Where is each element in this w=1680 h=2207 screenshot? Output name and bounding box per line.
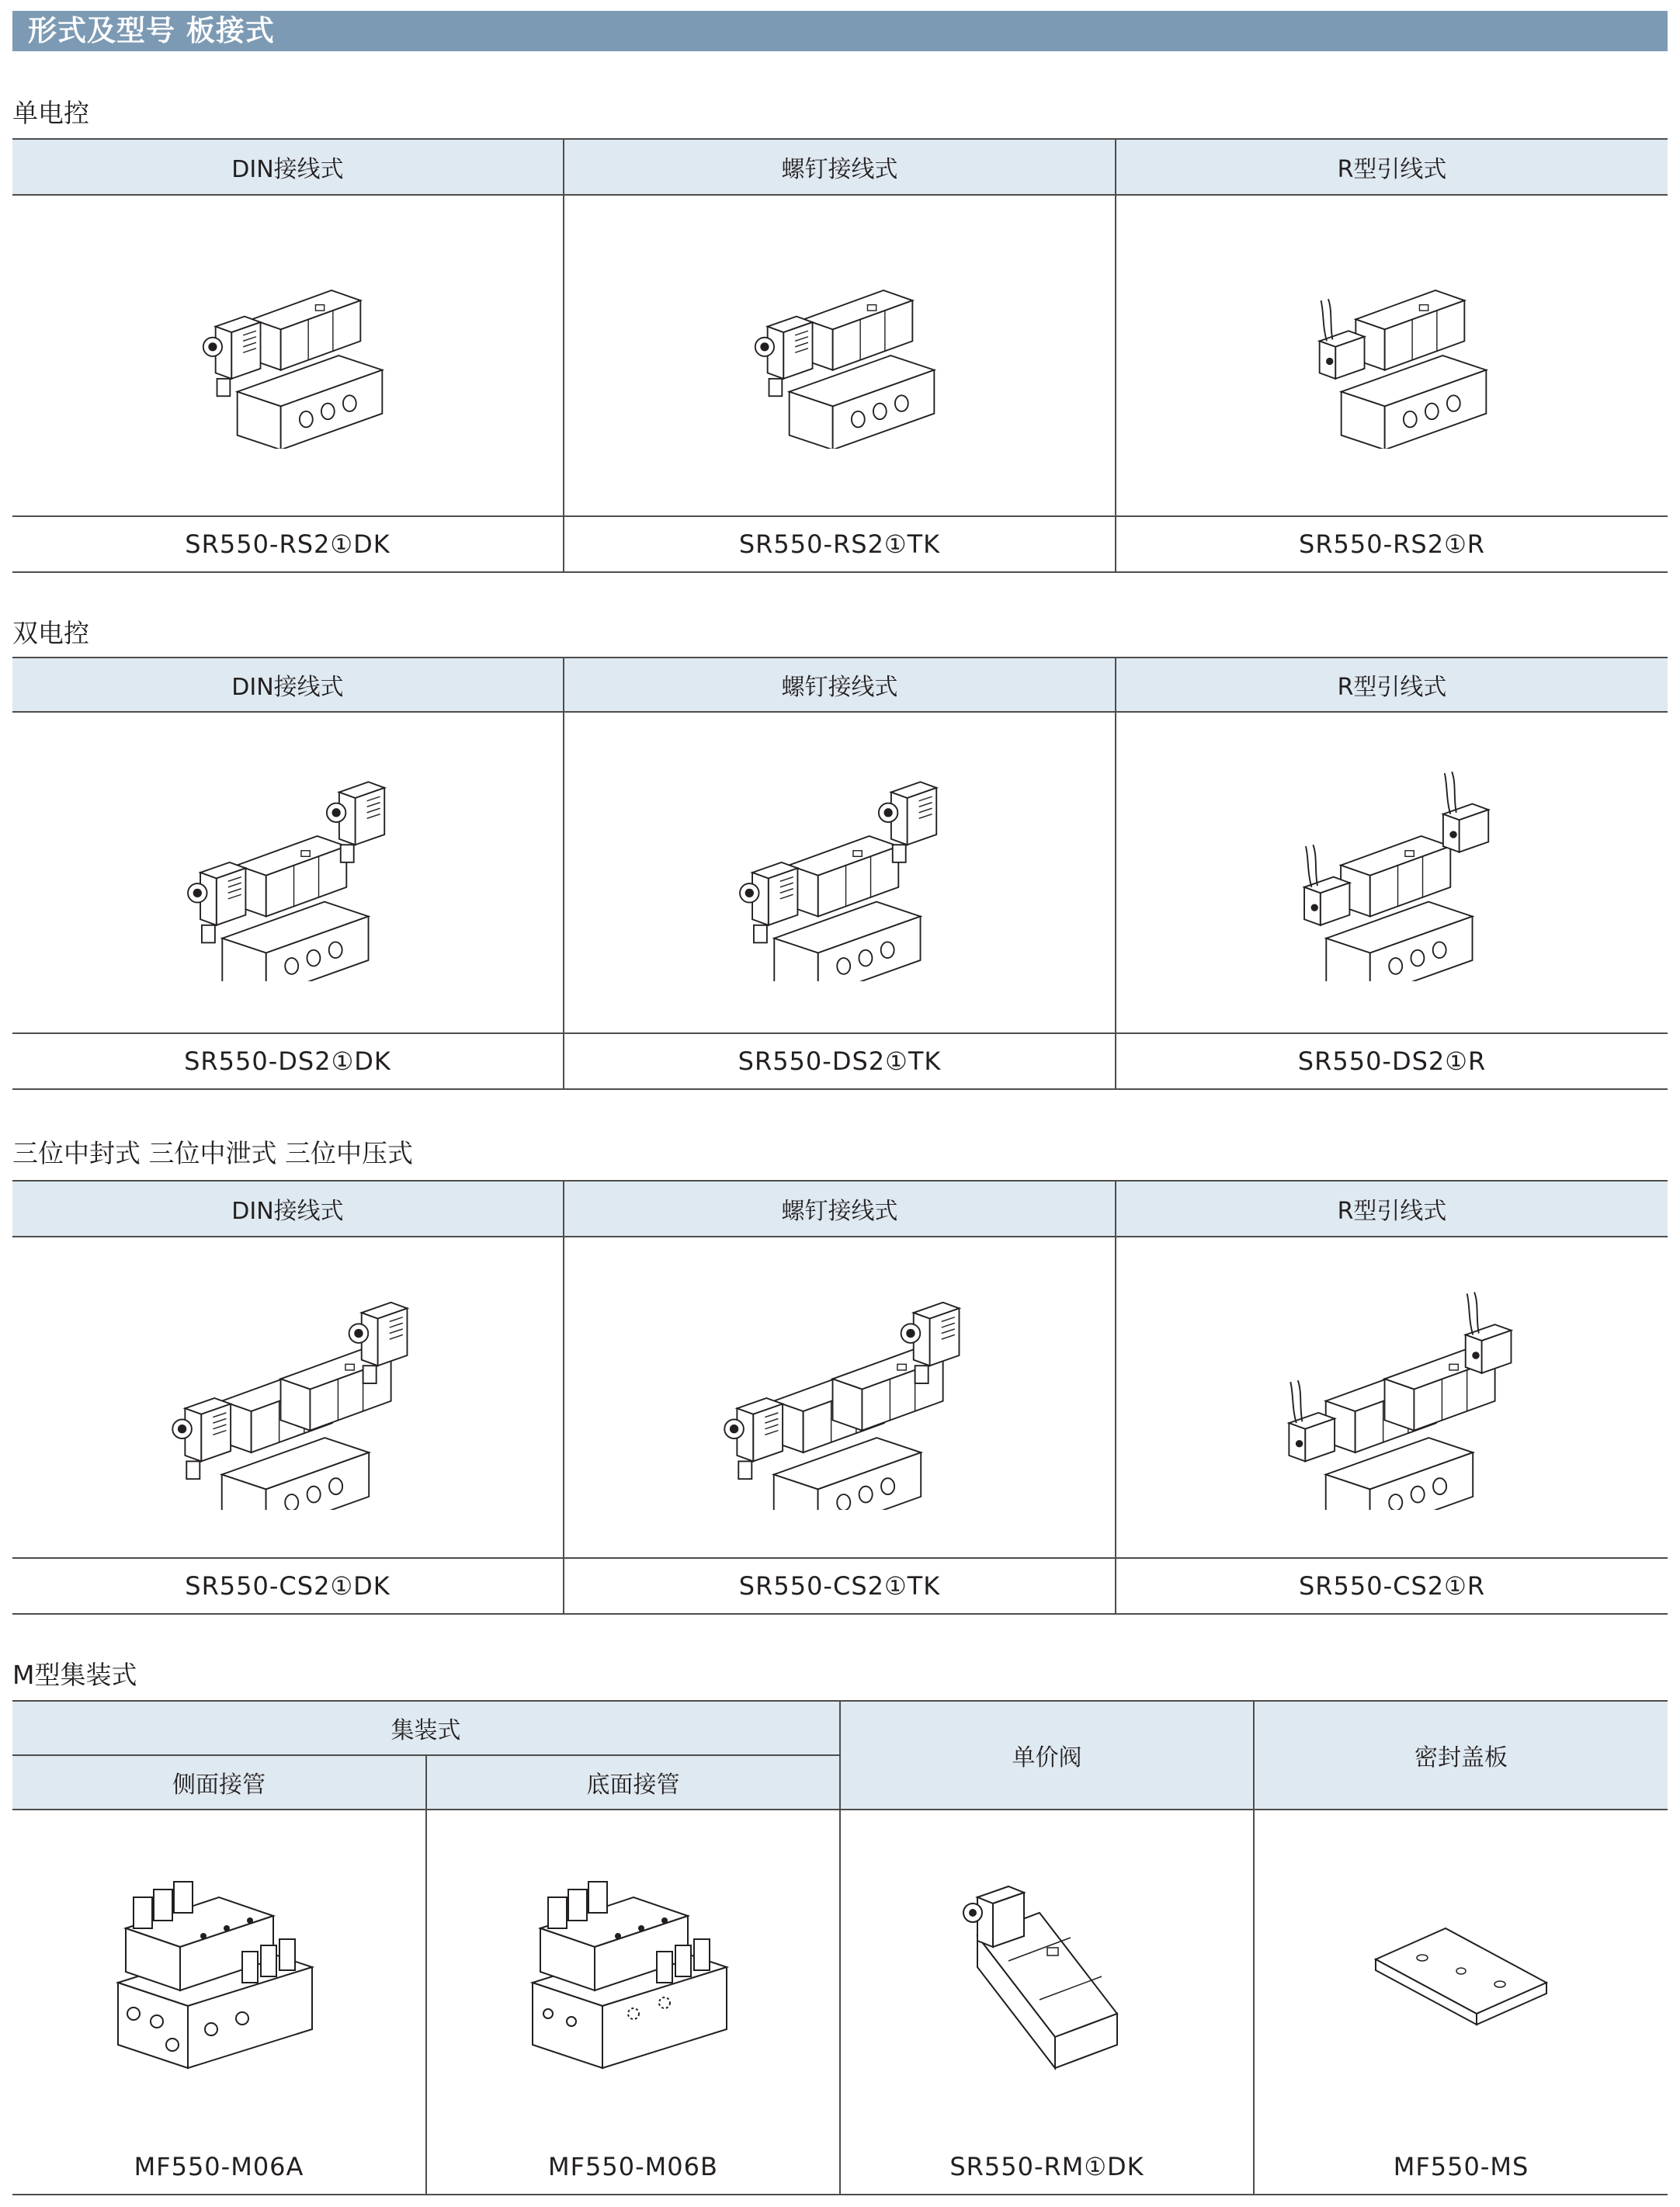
model-code: SR550-RM①DK (840, 2139, 1254, 2195)
image-cell (840, 1810, 1254, 2139)
model-code: MF550-MS (1254, 2139, 1668, 2195)
model-code: SR550-CS2①R (1116, 1558, 1668, 1614)
model-code: SR550-DS2①DK (12, 1033, 564, 1089)
model-code: SR550-RS2①TK (564, 516, 1116, 572)
col-header-screw: 螺钉接线式 (564, 658, 1116, 712)
image-cell (12, 1237, 564, 1558)
solenoid-valve-lead-single-icon (1283, 262, 1501, 449)
col-header-lead: R型引线式 (1116, 139, 1668, 195)
col-header-din: DIN接线式 (12, 1181, 564, 1237)
solenoid-valve-din-3pos-icon (148, 1285, 428, 1510)
model-code: SR550-CS2①DK (12, 1558, 564, 1614)
image-cell (564, 712, 1116, 1033)
col-header-side-port: 侧面接管 (12, 1755, 426, 1810)
cover-plate-drawing-icon (1368, 1913, 1554, 2037)
image-cell (1254, 1810, 1668, 2139)
solenoid-valve-lead-double-icon (1268, 764, 1516, 981)
model-code: MF550-M06A (12, 2139, 426, 2195)
section-label-double-solenoid: 双电控 (12, 618, 89, 648)
manifold-bottom-port-icon (502, 1866, 765, 2084)
col-header-din: DIN接线式 (12, 139, 564, 195)
solenoid-valve-screw-single-icon (731, 262, 949, 449)
solenoid-valve-screw-double-icon (716, 764, 964, 981)
single-valve-drawing-icon (946, 1866, 1148, 2084)
col-header-din: DIN接线式 (12, 658, 564, 712)
image-cell (564, 195, 1116, 516)
section-label-three-position: 三位中封式 三位中泄式 三位中压式 (12, 1138, 413, 1168)
image-cell (564, 1237, 1116, 1558)
model-code: SR550-DS2①TK (564, 1033, 1116, 1089)
model-code: SR550-RS2①DK (12, 516, 564, 572)
solenoid-valve-din-single-icon (179, 262, 397, 449)
image-cell (12, 195, 564, 516)
solenoid-valve-screw-3pos-icon (700, 1285, 980, 1510)
model-code: SR550-RS2①R (1116, 516, 1668, 572)
image-cell (1116, 712, 1668, 1033)
double-solenoid-table (12, 657, 1668, 1090)
model-code: MF550-M06B (426, 2139, 840, 2195)
section-label-single-solenoid: 单电控 (12, 98, 89, 128)
solenoid-valve-lead-3pos-icon (1252, 1285, 1532, 1510)
solenoid-valve-din-double-icon (164, 764, 412, 981)
section-label-manifold: M型集装式 (12, 1660, 137, 1690)
col-header-cover-plate: 密封盖板 (1254, 1701, 1668, 1810)
col-header-lead: R型引线式 (1116, 1181, 1668, 1237)
col-header-lead: R型引线式 (1116, 658, 1668, 712)
group-header-manifold: 集装式 (12, 1701, 840, 1755)
single-solenoid-table (12, 138, 1668, 573)
model-code: SR550-CS2①TK (564, 1558, 1116, 1614)
image-cell (12, 712, 564, 1033)
col-header-screw: 螺钉接线式 (564, 1181, 1116, 1237)
image-cell (1116, 195, 1668, 516)
image-cell (1116, 1237, 1668, 1558)
col-header-single-valve: 单价阀 (840, 1701, 1254, 1810)
col-header-bottom-port: 底面接管 (426, 1755, 840, 1810)
image-cell (12, 1810, 426, 2139)
col-header-screw: 螺钉接线式 (564, 139, 1116, 195)
model-code: SR550-DS2①R (1116, 1033, 1668, 1089)
image-cell (426, 1810, 840, 2139)
manifold-side-port-icon (87, 1866, 351, 2084)
manifold-table (12, 1700, 1668, 2195)
three-position-table (12, 1180, 1668, 1615)
page-title: 形式及型号 板接式 (12, 11, 1668, 51)
